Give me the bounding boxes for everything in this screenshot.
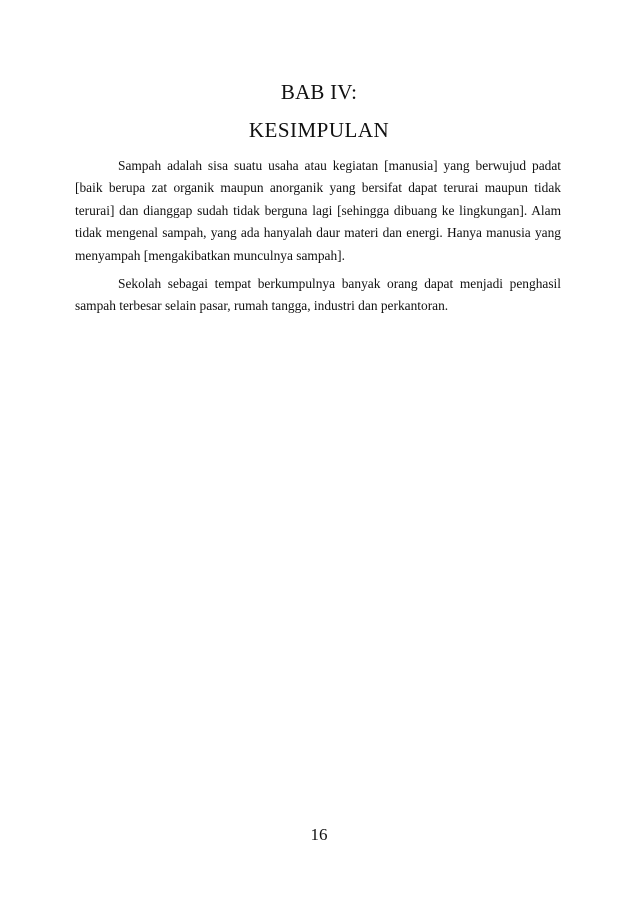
paragraph-school: Sekolah sebagai tempat berkumpulnya banyak orang dapat menjadi penghasil sampah terbesar selain pasar, rumah tangga, industri dan perkantoran. bbox=[75, 276, 561, 314]
chapter-label: BAB IV: bbox=[280, 80, 358, 104]
body-text bbox=[75, 155, 561, 324]
chapter-title: KESIMPULAN bbox=[248, 118, 390, 142]
page-number: 16 bbox=[310, 825, 328, 844]
paragraph-definition: Sampah adalah sisa suatu usaha atau kegiatan [manusia] yang berwujud padat [baik berupa zat organik maupun anorganik yang bersifat dapat terurai maupun tidak terurai] dan dianggap sudah tidak berguna lagi [sehingga dibuang ke lingkungan]. Alam tidak mengenal sampah, yang ada hanyalah daur materi dan energi. Hanya manusia yang menyampah [mengakibatkan munculnya sampah]. bbox=[75, 158, 561, 263]
